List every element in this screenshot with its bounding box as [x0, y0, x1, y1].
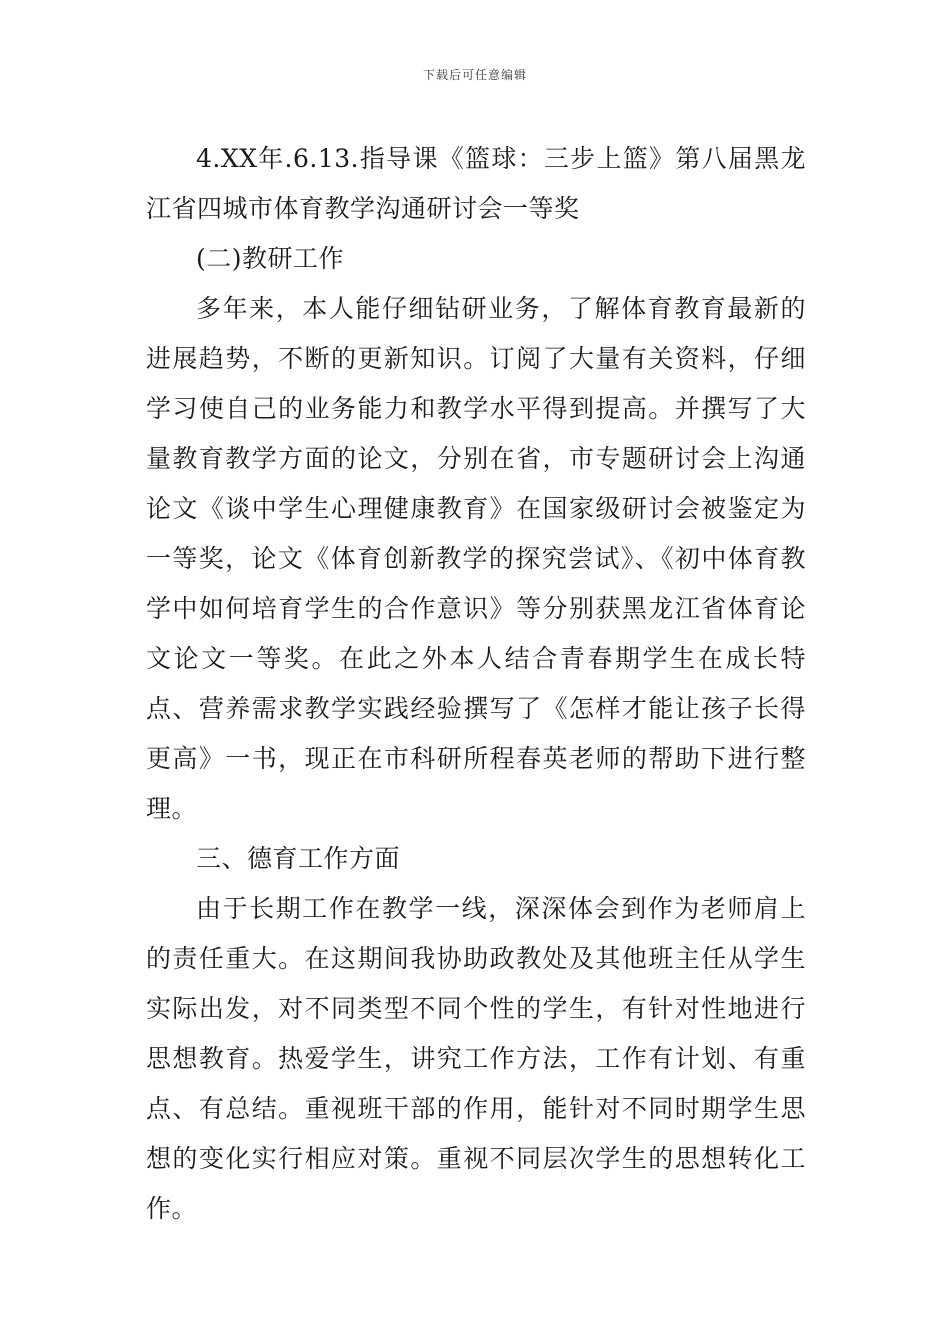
document-body [146, 134, 806, 1234]
award-item-paragraph: 4.XX年.6.13.指导课《篮球：三步上篮》第八届黑龙江省四城市体育教学沟通研讨会一等奖 [146, 144, 806, 223]
section-heading-moral-education: 三、德育工作方面 [196, 844, 401, 873]
download-edit-note: 下载后可任意编辑 [422, 68, 527, 82]
moral-education-paragraph: 由于长期工作在教学一线，深深体会到作为老师肩上的责任重大。在这期间我协助政教处及其他班主任从学生实际出发，对不同类型不同个性的学生，有针对性地进行思想教育。热爱学生，讲究工作方法，工作有计划、有重点、有总结。重视班干部的作用，能针对不同时期学生思想的变化实行相应对策。重视不同层次学生的思想转化工作。 [146, 894, 806, 1223]
teaching-research-paragraph: 多年来，本人能仔细钻研业务，了解体育教育最新的进展趋势，不断的更新知识。订阅了大量有关资料，仔细学习使自己的业务能力和教学水平得到提高。并撰写了大量教育教学方面的论文，分别在省，市专题研讨会上沟通论文《谈中学生心理健康教育》在国家级研讨会被鉴定为一等奖，论文《体育创新教学的探究尝试》、《初中体育教学中如何培育学生的合作意识》等分别获黑龙江省体育论文论文一等奖。在此之外本人结合青春期学生在成长特点、营养需求教学实践经验撰写了《怎样才能让孩子长得更高》一书，现正在市科研所程春英老师的帮助下进行整理。 [146, 294, 806, 823]
section-heading-teaching-research: (二)教研工作 [196, 244, 345, 273]
